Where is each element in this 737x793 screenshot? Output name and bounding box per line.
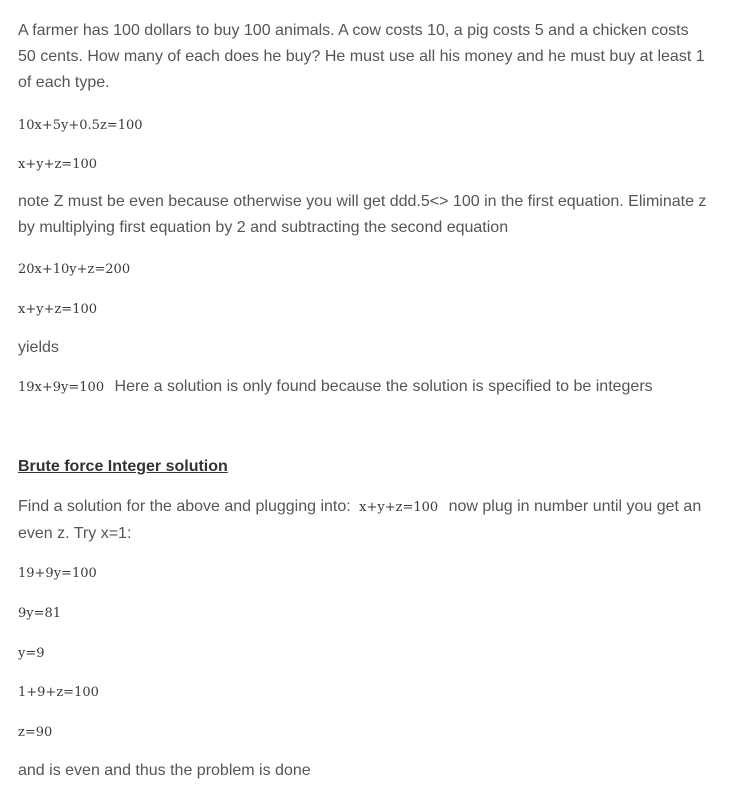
- inline-equation: x+y+z=100: [359, 500, 439, 515]
- step-1: 19+9y=100: [18, 566, 97, 581]
- section-heading: Brute force Integer solution: [18, 458, 228, 475]
- result-equation: 19x+9y=100: [18, 380, 105, 395]
- equation-cost: 10x+5y+0.5z=100: [18, 118, 143, 133]
- step-2: 9y=81: [18, 606, 62, 621]
- result-line: [18, 374, 708, 400]
- equation-count-repeat: x+y+z=100: [18, 302, 98, 317]
- yields-label: yields: [18, 339, 59, 356]
- brute-force-text-after: now plug in number until you get an even z. Try x=1:: [18, 498, 702, 542]
- conclusion-paragraph: and is even and thus the problem is done: [18, 762, 311, 779]
- equation-count: x+y+z=100: [18, 157, 98, 172]
- result-note: Here a solution is only found because the solution is specified to be integers: [114, 378, 653, 395]
- step-5: z=90: [18, 725, 53, 740]
- brute-force-text-before: Find a solution for the above and plugging into:: [18, 498, 351, 515]
- note-paragraph: note Z must be even because otherwise you will get ddd.5<> 100 in the first equation. Eliminate z by multiplying first equation by 2 and subtracting the second equation: [18, 193, 707, 236]
- problem-statement: A farmer has 100 dollars to buy 100 animals. A cow costs 10, a pig costs 5 and a chicken costs 50 cents. How many of each does he buy? He must use all his money and he must buy at least 1 of each type.: [18, 22, 705, 91]
- step-3: y=9: [18, 646, 45, 661]
- brute-force-paragraph: [18, 494, 708, 547]
- equation-doubled: 20x+10y+z=200: [18, 262, 131, 277]
- step-4: 1+9+z=100: [18, 685, 99, 700]
